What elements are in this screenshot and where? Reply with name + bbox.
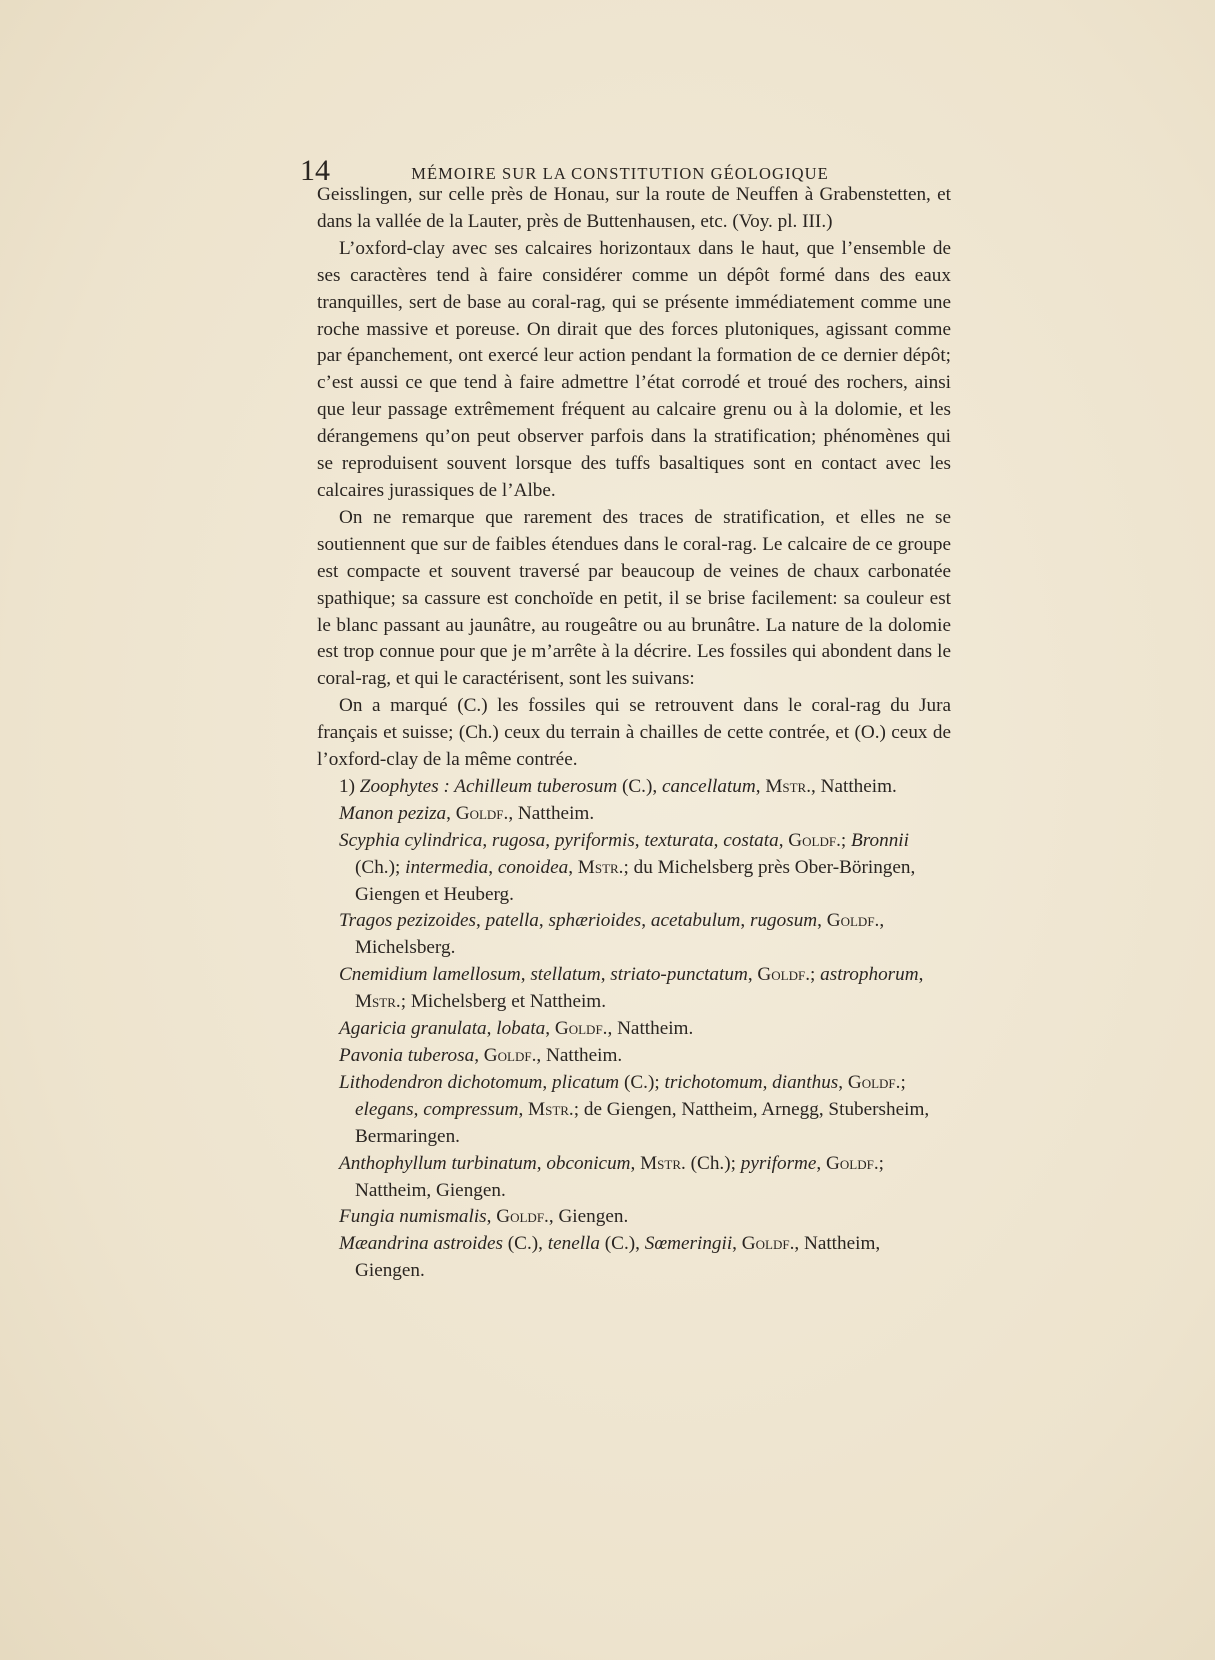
- entry-text: (C.),: [599, 1233, 645, 1255]
- entry-text: ,: [816, 1152, 827, 1174]
- author-abbrev: Goldf.: [483, 1045, 537, 1066]
- species-name: Scyphia cylindrica: [339, 829, 483, 851]
- entry-text: ,: [520, 964, 531, 986]
- author-abbrev: Mstr.: [640, 1152, 686, 1174]
- species-name: plicatum: [552, 1071, 620, 1093]
- fossil-entry: [317, 1070, 951, 1151]
- author-abbrev: Goldf.: [554, 1018, 608, 1040]
- entry-text: (C.);: [619, 1071, 665, 1093]
- author-abbrev: Mstr.: [355, 991, 401, 1013]
- paragraph: On a marqué (C.) les fossiles qui se retrouvent dans le coral-rag du Jura français et suisse; (Ch.) ceux du terrain à chailles de cette contrée, et (O.) ceux de l’oxford-clay de la même contrée.: [317, 695, 951, 771]
- author-abbrev: Goldf.: [455, 802, 509, 824]
- entry-text: ;: [810, 964, 821, 986]
- entry-text: ,: [634, 829, 645, 851]
- species-name: compressum: [423, 1098, 519, 1120]
- fossil-entry: [317, 774, 951, 801]
- entry-text: ,: [641, 910, 651, 932]
- fossil-entry: [317, 1204, 951, 1231]
- species-name: astrophorum: [820, 964, 919, 986]
- entry-text: ,: [545, 1018, 555, 1040]
- page-number: 14: [300, 154, 330, 187]
- species-name: stellatum: [530, 964, 601, 986]
- entry-text: ,: [413, 1098, 424, 1120]
- entry-text: ,: [747, 964, 758, 986]
- species-name: costata: [723, 829, 779, 851]
- species-name: trichotomum: [664, 1071, 763, 1093]
- entry-text: ,: [600, 964, 611, 986]
- fossil-entry: [317, 1043, 951, 1070]
- entry-text: (C.),: [503, 1233, 548, 1255]
- species-name: Pavonia tuberosa: [339, 1045, 475, 1066]
- species-name: rugosa: [491, 829, 546, 851]
- species-name: Fungia numismalis: [339, 1206, 487, 1228]
- entry-text: ,: [762, 1071, 773, 1093]
- entry-text: ,: [538, 910, 549, 932]
- entry-text: ,: [476, 910, 486, 932]
- fossil-list: [317, 774, 951, 1285]
- entry-text: ,: [518, 1098, 529, 1120]
- author-abbrev: Goldf.: [757, 964, 811, 986]
- entry-text: , Giengen.: [548, 1206, 629, 1228]
- species-name: striato-punctatum: [610, 964, 748, 986]
- entry-text: 1): [339, 775, 360, 797]
- entry-text: ,: [838, 1071, 848, 1093]
- species-name: texturata: [644, 829, 714, 851]
- fossil-entry: [317, 1231, 951, 1285]
- species-name: rugosum: [749, 910, 818, 932]
- entry-text: , Nattheim.: [536, 1045, 623, 1066]
- entry-text: ,: [630, 1152, 641, 1174]
- species-name: tenella: [547, 1233, 600, 1255]
- species-name: Agaricia granulata: [339, 1018, 487, 1040]
- entry-text: ,: [568, 856, 578, 878]
- species-name: Zoophytes : Achilleum tuberosum: [359, 775, 618, 797]
- body-text: [317, 182, 951, 1285]
- species-name: sphærioides: [548, 910, 642, 932]
- entry-text: ,: [446, 802, 456, 824]
- entry-text: ,: [542, 1071, 553, 1093]
- paragraph: Geisslingen, sur celle près de Honau, sur la route de Neuffen à Grabenstetten, et dans la vallée de la Lauter, près de Buttenhausen, etc. (Voy. pl. III.): [317, 184, 951, 232]
- entry-text: ; de Giengen, Nattheim, Arnegg, Stubersheim, Bermaringen.: [355, 1098, 930, 1147]
- species-name: lobata: [496, 1018, 546, 1040]
- species-name: Sœmeringii: [644, 1233, 733, 1255]
- entry-text: , Nattheim.: [508, 802, 595, 824]
- entry-text: ,: [488, 856, 498, 878]
- species-name: Cnemidium lamellosum: [339, 964, 521, 986]
- entry-text: ;: [900, 1071, 906, 1093]
- species-name: Anthophyllum turbinatum: [339, 1152, 537, 1174]
- species-name: pyriforme: [740, 1152, 817, 1174]
- species-name: cancellatum: [661, 775, 756, 797]
- species-name: conoidea: [497, 856, 569, 878]
- paragraph: On ne remarque que rarement des traces de stratification, et elles ne se soutiennent que sur de faibles étendues dans le coral-rag. Le calcaire de ce groupe est compacte et souvent traversé par beaucoup de veines de chaux carbonatée spathique; sa cassure est conchoïde en petit, il se brise facilement: sa couleur est le blanc passant au jaunâtre, au rougeâtre ou au brunâtre. La nature de la dolomie est trop connue pour que je m’arrête à la décrire. Les fossiles qui abondent dans le coral-rag, et qui le caractérisent, sont les suivans:: [317, 506, 951, 690]
- species-name: acetabulum: [650, 910, 741, 932]
- entry-text: ,: [755, 775, 766, 797]
- entry-text: , Nattheim.: [607, 1018, 694, 1040]
- entry-text: ,: [713, 829, 724, 851]
- entry-text: ,: [486, 1206, 497, 1228]
- entry-text: (C.),: [617, 775, 662, 797]
- entry-text: ,: [536, 1152, 547, 1174]
- author-abbrev: Mstr.: [765, 775, 812, 797]
- author-abbrev: Goldf.: [788, 829, 841, 851]
- entry-text: (Ch.);: [355, 856, 406, 878]
- entry-text: , Nattheim, Giengen.: [355, 1233, 881, 1282]
- fossil-entry: [317, 801, 951, 828]
- running-title: MÉMOIRE SUR LA CONSTITUTION GÉOLOGIQUE: [411, 164, 829, 183]
- species-name: Lithodendron dichotomum: [339, 1071, 543, 1093]
- entry-text: ; Nattheim, Giengen.: [355, 1152, 884, 1201]
- species-name: pyriformis: [554, 829, 635, 851]
- fossil-entry: [317, 908, 951, 962]
- entry-text: ,: [474, 1045, 484, 1066]
- entry-text: ,: [482, 829, 492, 851]
- species-name: obconicum: [546, 1152, 631, 1174]
- species-name: Manon peziza: [339, 802, 447, 824]
- species-name: Mæandrina astroides: [339, 1233, 503, 1255]
- author-abbrev: Goldf.: [826, 910, 880, 932]
- species-name: patella: [485, 910, 539, 932]
- author-abbrev: Goldf.: [847, 1071, 901, 1093]
- entry-text: ,: [732, 1233, 742, 1255]
- author-abbrev: Goldf.: [741, 1233, 795, 1255]
- entry-text: ,: [778, 829, 789, 851]
- species-name: Tragos pezizoides: [339, 910, 477, 932]
- author-abbrev: Goldf.: [496, 1206, 549, 1228]
- entry-text: , Nattheim.: [811, 775, 897, 797]
- entry-text: , Michelsberg.: [355, 910, 885, 959]
- entry-text: ; du Michelsberg près Ober-Böringen, Giengen et Heuberg.: [355, 856, 916, 905]
- fossil-entry: [317, 1016, 951, 1043]
- entry-text: ;: [840, 829, 852, 851]
- fossil-entry: [317, 962, 951, 1016]
- fossil-entry: [317, 1151, 951, 1205]
- entry-text: ,: [545, 829, 555, 851]
- author-abbrev: Mstr.: [577, 856, 624, 878]
- species-name: intermedia: [405, 856, 489, 878]
- species-name: Bronnii: [851, 829, 909, 851]
- entry-text: ,: [817, 910, 827, 932]
- entry-text: ,: [740, 910, 750, 932]
- entry-text: ,: [918, 964, 924, 986]
- species-name: dianthus: [772, 1071, 839, 1093]
- entry-text: ,: [486, 1018, 497, 1040]
- entry-text: (Ch.);: [685, 1152, 741, 1174]
- fossil-entry: [317, 828, 951, 909]
- author-abbrev: Mstr.: [528, 1098, 574, 1120]
- entry-text: ; Michelsberg et Nattheim.: [400, 991, 607, 1013]
- species-name: elegans: [355, 1098, 414, 1120]
- author-abbrev: Goldf.: [826, 1152, 879, 1174]
- paragraph: L’oxford-clay avec ses calcaires horizontaux dans le haut, que l’ensemble de ses caractères tend à faire considérer comme un dépôt formé dans des eaux tranquilles, sert de base au coral-rag, qui se présente immédiatement comme une roche massive et poreuse. On dirait que des forces plutoniques, agissant comme par épanchement, ont exercé leur action pendant la formation de ce dernier dépôt; c’est aussi ce que tend à faire admettre l’état corrodé et troué des rochers, ainsi que leur passage extrêmement fréquent au calcaire grenu ou à la dolomie, et les dérangemens qu’on peut observer parfois dans la stratification; phénomènes qui se reproduisent souvent lorsque des tuffs basaltiques sont en contact avec les calcaires jurassiques de l’Albe.: [317, 237, 951, 501]
